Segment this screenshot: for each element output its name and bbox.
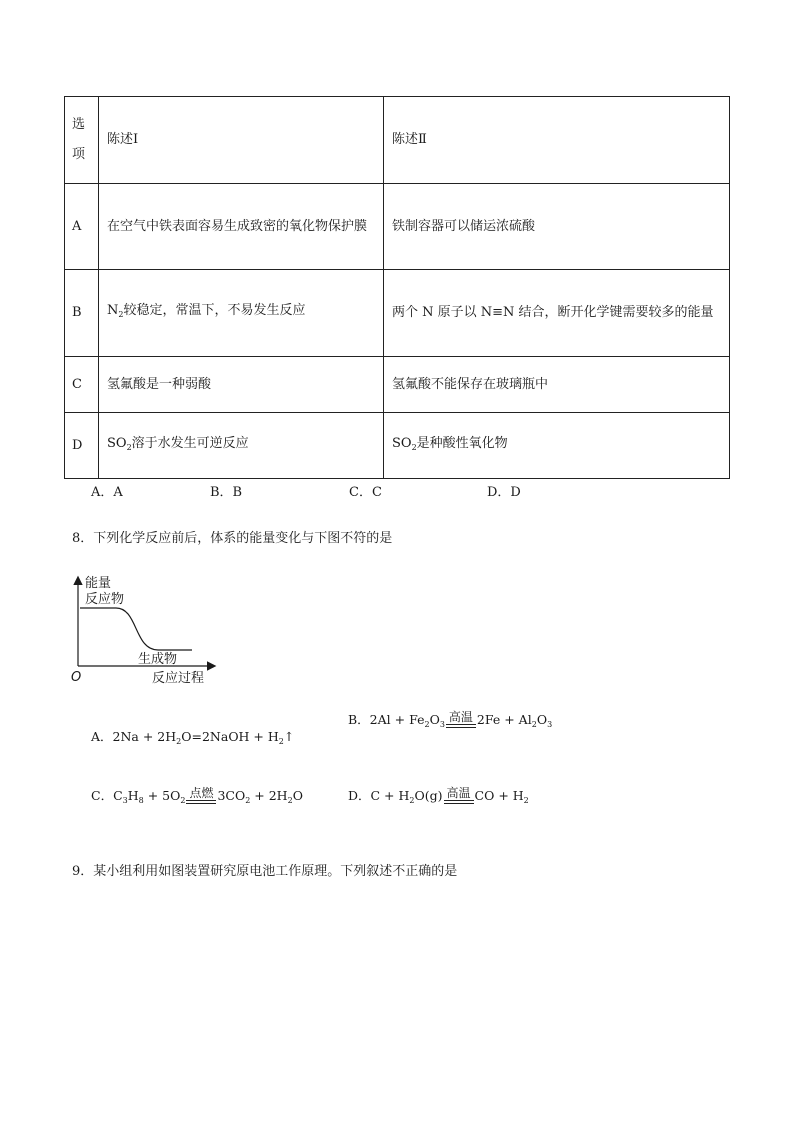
double-bar-sign <box>446 724 476 728</box>
q7-option-b[interactable]: B．B <box>210 485 243 500</box>
formula-text: N <box>107 303 119 318</box>
equation-subscript: 2 <box>409 796 415 805</box>
reactant-label: 反应物 <box>85 592 125 607</box>
statement2-cell: 氢氟酸不能保存在玻璃瓶中 <box>384 357 730 413</box>
equation-subscript: 2 <box>424 720 430 729</box>
energy-diagram <box>68 574 228 689</box>
product-label: 生成物 <box>138 652 178 667</box>
equation-subscript: 8 <box>138 796 144 805</box>
equation-text: + 5O <box>143 788 181 803</box>
equation-subscript: 2 <box>245 796 251 805</box>
condition-label: 高温 <box>448 710 473 724</box>
statement-text: 溶于水发生可逆反应 <box>131 435 249 451</box>
header-option-label: 选项 <box>72 117 86 162</box>
reaction-condition <box>445 711 477 735</box>
statement-text: 是种酸性氧化物 <box>416 435 508 451</box>
equation-subscript: 2 <box>176 737 182 746</box>
condition-label: 点燃 <box>189 786 214 800</box>
equation-subscript: 3 <box>439 720 445 729</box>
option-cell: D <box>65 413 99 479</box>
table-row <box>65 270 730 357</box>
formula-text: SO <box>107 435 127 451</box>
reaction-condition <box>185 787 217 811</box>
equation-text: D．C + H <box>348 788 410 803</box>
statement-text: 较稳定，常温下，不易发生反应 <box>123 303 306 318</box>
statement1-cell: 氢氟酸是一种弱酸 <box>99 357 384 413</box>
q7-table <box>64 96 730 479</box>
equation-subscript: 2 <box>278 737 284 746</box>
equation-text: B．2Al + Fe <box>348 712 425 727</box>
statement2-cell: 铁制容器可以储运浓硫酸 <box>384 184 730 270</box>
equation-subscript: 2 <box>523 796 529 805</box>
q8-stem: 8．下列化学反应前后，体系的能量变化与下图不符的是 <box>72 531 393 546</box>
header-statement2-cell: 陈述Ⅱ <box>384 97 730 184</box>
statement1-cell <box>99 270 384 357</box>
equation-text: 2Fe + Al <box>476 712 532 727</box>
option-cell: C <box>65 357 99 413</box>
statement1-cell: 在空气中铁表面容易生成致密的氧化物保护膜 <box>99 184 384 270</box>
condition-label: 高温 <box>446 786 471 800</box>
formula-text: SO <box>392 435 412 451</box>
y-axis-label: 能量 <box>85 576 112 591</box>
equation-text: O(g) <box>414 788 443 803</box>
gas-arrow: ↑ <box>283 729 295 744</box>
equation-subscript: 3 <box>547 720 553 729</box>
equation-text: C．C <box>91 788 123 803</box>
double-bar-sign <box>186 800 216 804</box>
table-row <box>65 184 730 270</box>
q7-option-a[interactable]: A．A <box>91 485 123 500</box>
header-option-cell <box>65 97 99 184</box>
option-cell: A <box>65 184 99 270</box>
equation-text: CO + H <box>474 788 524 803</box>
equation-text: + 2H <box>250 788 288 803</box>
equation-text: H <box>127 788 139 803</box>
origin-label: O <box>71 670 82 685</box>
equation-text: A．2Na + 2H <box>91 729 177 744</box>
statement1-cell <box>99 413 384 479</box>
reaction-condition <box>443 787 475 811</box>
equation-subscript: 2 <box>180 796 186 805</box>
equation-text: O <box>429 712 440 727</box>
statement2-cell: 两个 N 原子以 N≡N 结合，断开化学键需要较多的能量 <box>384 270 730 357</box>
double-bar-sign <box>444 800 474 804</box>
statement2-cell <box>384 413 730 479</box>
equation-subscript: 3 <box>122 796 128 805</box>
q8-option-d[interactable] <box>348 786 529 811</box>
formula-subscript: 2 <box>118 310 124 319</box>
q7-option-c[interactable]: C．C <box>349 485 382 500</box>
x-axis-label: 反应过程 <box>152 671 205 686</box>
equation-text: 3CO <box>217 788 246 803</box>
option-cell: B <box>65 270 99 357</box>
equation-text: O <box>536 712 548 727</box>
q9-stem: 9．某小组利用如图装置研究原电池工作原理。下列叙述不正确的是 <box>72 864 458 879</box>
q8-option-a[interactable] <box>91 727 294 752</box>
q7-option-d[interactable]: D．D <box>487 485 521 500</box>
energy-curve <box>80 608 192 650</box>
equation-subscript: 2 <box>287 796 293 805</box>
equation-subscript: 2 <box>531 720 537 729</box>
header-statement1-cell: 陈述Ⅰ <box>99 97 384 184</box>
table-row <box>65 357 730 413</box>
equation-text: O=2NaOH + H <box>181 729 279 744</box>
table-header-row <box>65 97 730 184</box>
formula-subscript: 2 <box>126 442 132 452</box>
q8-option-b[interactable] <box>348 710 552 735</box>
q8-option-c[interactable] <box>91 786 303 811</box>
equation-text: O <box>292 788 303 803</box>
formula-subscript: 2 <box>411 442 417 452</box>
table-row <box>65 413 730 479</box>
